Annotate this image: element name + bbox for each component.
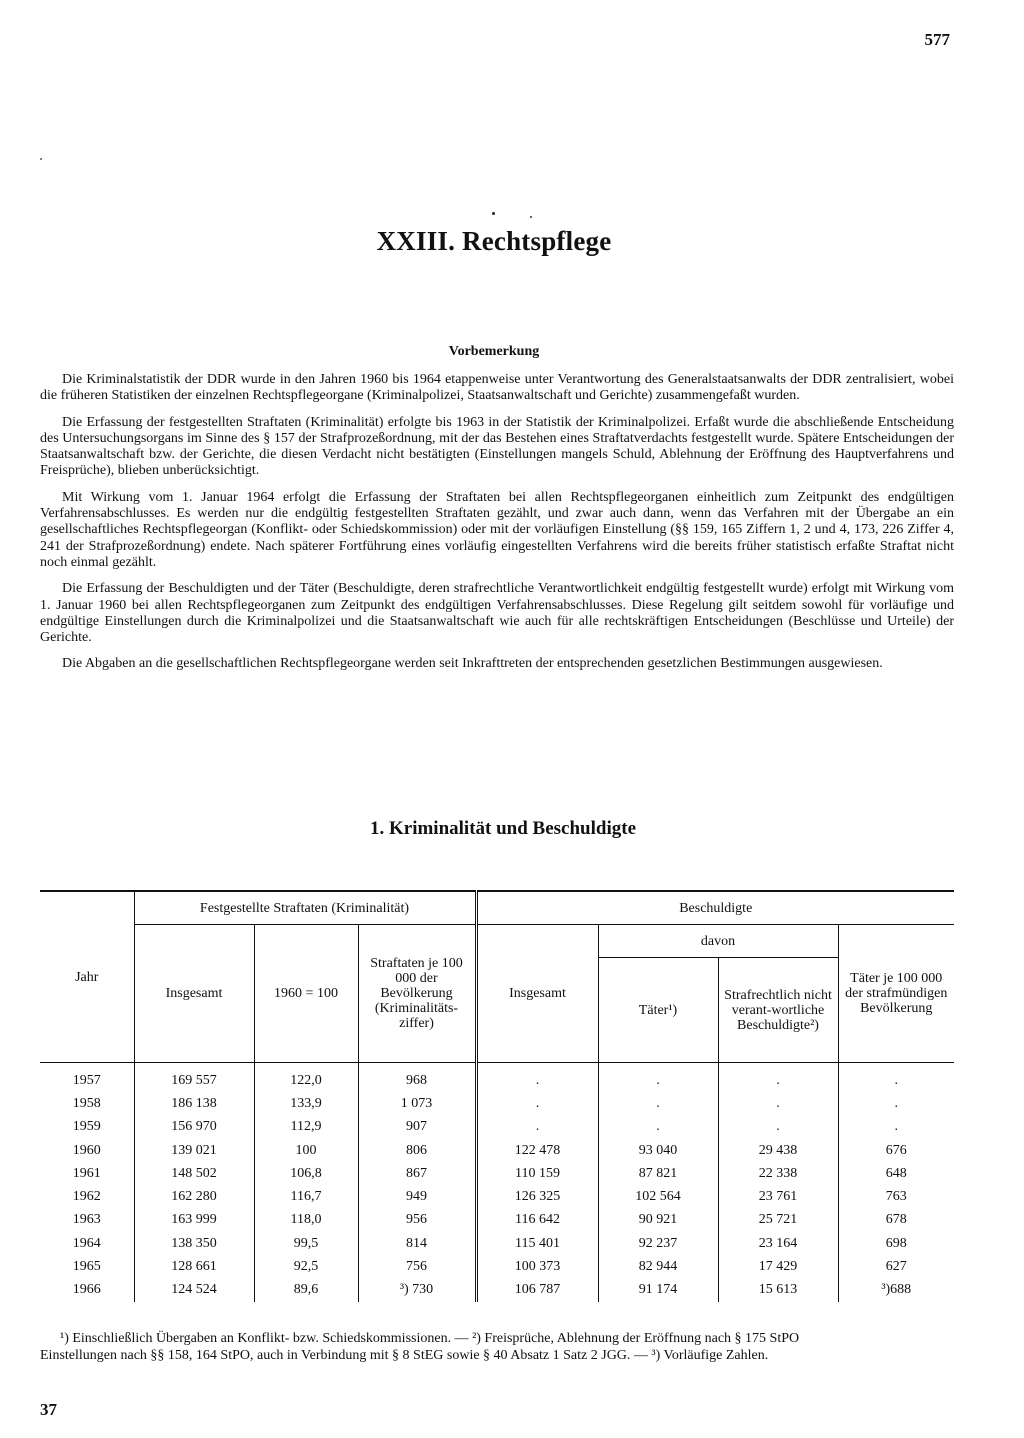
- cell: 106 787: [476, 1279, 598, 1302]
- table-row: [40, 1279, 954, 1302]
- cell: 92,5: [254, 1255, 358, 1278]
- cell: 128 661: [134, 1255, 254, 1278]
- cell-year: 1958: [72, 1095, 101, 1111]
- cell: 89,6: [254, 1279, 358, 1302]
- cell-year: 1957: [72, 1072, 101, 1088]
- paragraph: Die Erfassung der Beschuldigten und der Täter (Beschuldigte, deren strafrechtliche Verantwortlichkeit endgültig festgestellt wurde) erfolgt mit Wirkung vom 1. Januar 1960 bei allen Rechtspflegeorganen zum Zeitpunkt des endgültigen Verfahrensabschlusses. Diese Regelung gilt seitdem sowohl für vorläufige und endgültige Einstellungen durch die Kriminalpolizei und die Staatsanwaltschaft wie auch für alle rechtskräftigen Entscheidungen (Beschlüsse und Urteile) der Gerichte.: [40, 581, 954, 646]
- cell: 126 325: [476, 1185, 598, 1208]
- cell: 115 401: [476, 1232, 598, 1255]
- cell: 949: [358, 1185, 476, 1208]
- header-accused-group: Beschuldigte: [476, 891, 954, 925]
- cell: 122,0: [254, 1063, 358, 1093]
- cell: 82 944: [598, 1255, 718, 1278]
- cell: 867: [358, 1162, 476, 1185]
- cell: .: [598, 1063, 718, 1093]
- cell: .: [718, 1116, 838, 1139]
- signature-number: 37: [40, 1400, 57, 1419]
- cell: 139 021: [134, 1139, 254, 1162]
- cell: 124 524: [134, 1279, 254, 1302]
- cell: 133,9: [254, 1092, 358, 1115]
- crime-statistics-table: [40, 890, 954, 1302]
- cell: .: [476, 1092, 598, 1115]
- cell: 814: [358, 1232, 476, 1255]
- speck: [40, 158, 42, 160]
- cell: 22 338: [718, 1162, 838, 1185]
- cell: 698: [838, 1232, 954, 1255]
- cell-year: 1960: [72, 1142, 101, 1158]
- cell: 148 502: [134, 1162, 254, 1185]
- table-row: [40, 1139, 954, 1162]
- cell-year: 1962: [72, 1189, 101, 1205]
- cell: 1 073: [358, 1092, 476, 1115]
- paragraph: Die Kriminalstatistik der DDR wurde in den Jahren 1960 bis 1964 etappenweise unter Verantwortung des Generalstaatsanwalts der DDR zentralisiert, wobei die früheren Statistiken der einzelnen Rechtspflegeorgane (Kriminalpolizei, Staatsanwaltschaft und Gerichte) zusammengefaßt wurden.: [40, 372, 954, 404]
- cell: 112,9: [254, 1116, 358, 1139]
- cell: .: [838, 1063, 954, 1093]
- cell: 676: [838, 1139, 954, 1162]
- cell-year: 1963: [72, 1212, 101, 1228]
- header-year: Jahr: [40, 891, 134, 1063]
- preliminary-note-heading: Vorbemerkung: [448, 344, 540, 359]
- cell: .: [718, 1092, 838, 1115]
- cell: .: [838, 1092, 954, 1115]
- cell: 29 438: [718, 1139, 838, 1162]
- cell: 122 478: [476, 1139, 598, 1162]
- cell: 763: [838, 1185, 954, 1208]
- cell-year: 1965: [72, 1259, 101, 1275]
- cell: 15 613: [718, 1279, 838, 1302]
- cell: 968: [358, 1063, 476, 1093]
- table-row: [40, 1063, 954, 1093]
- header-not-liable: Strafrechtlich nicht verant-wortliche Beschuldigte²): [718, 958, 838, 1063]
- cell: 99,5: [254, 1232, 358, 1255]
- speck: [492, 212, 495, 215]
- cell: 116 642: [476, 1209, 598, 1232]
- table-row: [40, 1162, 954, 1185]
- cell: 756: [358, 1255, 476, 1278]
- footnote: Einstellungen nach §§ 158, 164 StPO, auch in Verbindung mit § 8 StEG sowie § 40 Absatz 1 Satz 2 JGG. — ³) Vorläufige Zahlen.: [40, 1348, 769, 1363]
- cell: 102 564: [598, 1185, 718, 1208]
- table-row: [40, 1116, 954, 1139]
- cell: .: [598, 1092, 718, 1115]
- cell: ³)688: [838, 1279, 954, 1302]
- header-offenses-group: Festgestellte Straftaten (Kriminalität): [134, 891, 476, 925]
- cell: 106,8: [254, 1162, 358, 1185]
- cell: 116,7: [254, 1185, 358, 1208]
- cell: 118,0: [254, 1209, 358, 1232]
- cell: 678: [838, 1209, 954, 1232]
- header-accused-total: Insgesamt: [476, 925, 598, 1063]
- cell: 806: [358, 1139, 476, 1162]
- chapter-title: XXIII. Rechtspflege: [376, 226, 612, 256]
- table-row: [40, 1092, 954, 1115]
- table-row: [40, 1255, 954, 1278]
- cell: 100 373: [476, 1255, 598, 1278]
- cell: 23 164: [718, 1232, 838, 1255]
- cell: 90 921: [598, 1209, 718, 1232]
- cell: 162 280: [134, 1185, 254, 1208]
- footnotes: [40, 1330, 960, 1364]
- cell: 156 970: [134, 1116, 254, 1139]
- cell: 138 350: [134, 1232, 254, 1255]
- paragraph: Die Abgaben an die gesellschaftlichen Rechtspflegeorgane werden seit Inkrafttreten der entsprechenden gesetzlichen Bestimmungen ausgewiesen.: [62, 656, 883, 672]
- header-davon: davon: [598, 925, 838, 958]
- cell: ³) 730: [358, 1279, 476, 1302]
- cell: .: [598, 1116, 718, 1139]
- footnote: ¹) Einschließlich Übergaben an Konflikt- bzw. Schiedskommissionen. — ²) Freisprüche, Ablehnung der Eröffnung nach § 175 StPO: [60, 1331, 800, 1346]
- cell: .: [476, 1063, 598, 1093]
- cell: 907: [358, 1116, 476, 1139]
- cell: 91 174: [598, 1279, 718, 1302]
- section-title: 1. Kriminalität und Beschuldigte: [369, 818, 637, 839]
- header-offense-rate: Straftaten je 100 000 der Bevölkerung (Kriminalitäts-ziffer): [358, 925, 476, 1063]
- cell-year: 1966: [72, 1282, 101, 1298]
- cell: 17 429: [718, 1255, 838, 1278]
- table-row: [40, 1185, 954, 1208]
- paragraph: Mit Wirkung vom 1. Januar 1964 erfolgt die Erfassung der Straftaten bei allen Rechtspflegeorganen einheitlich zum Zeitpunkt des endgültigen Verfahrensabschlusses. Es werden nur die endgültig festgestellten Straftaten gezählt, und zwar auch dann, wenn das Verfahren mit der Übergabe an ein gesellschaftliches Rechtspflegeorgan (Konflikt- oder Schiedskommission) oder mit der vorläufigen Einstellung (§§ 159, 165 Ziffern 1, 2 und 4, 173, 226 Ziffer 4, 241 der Strafprozeßordnung) endete. Nach späterer Fortführung eines vorläufig eingestellten Verfahrens wird die bereits früher statistisch erfaßte Straftat nicht noch einmal gezählt.: [40, 489, 954, 570]
- speck: [530, 216, 532, 218]
- cell-year: 1959: [72, 1119, 101, 1135]
- cell: 186 138: [134, 1092, 254, 1115]
- header-perpetrators: Täter¹): [598, 958, 718, 1063]
- cell: 110 159: [476, 1162, 598, 1185]
- cell: 169 557: [134, 1063, 254, 1093]
- cell: .: [838, 1116, 954, 1139]
- cell-year: 1964: [72, 1235, 101, 1251]
- cell: 25 721: [718, 1209, 838, 1232]
- cell-year: 1961: [72, 1165, 101, 1181]
- cell: 92 237: [598, 1232, 718, 1255]
- cell: .: [718, 1063, 838, 1093]
- cell: 648: [838, 1162, 954, 1185]
- paragraph: Die Erfassung der festgestellten Straftaten (Kriminalität) erfolgte bis 1963 in der Statistik der Kriminalpolizei. Erfaßt wurde die abschließende Entscheidung des Untersuchungsorgans im Sinne des § 157 der Strafprozeßordnung, mit der das Bestehen eines Straftatverdachts festgestellt wurde. Spätere Entscheidungen der Staatsanwaltschaft bzw. der Gerichte, die diesen Verdacht nicht bestätigten (Einstellungen mangels Schuld, Ablehnung der Eröffnung des Hauptverfahrens und Freisprüche), blieben unberücksichtigt.: [40, 414, 954, 479]
- cell: 627: [838, 1255, 954, 1278]
- cell: 93 040: [598, 1139, 718, 1162]
- cell: 87 821: [598, 1162, 718, 1185]
- cell: 23 761: [718, 1185, 838, 1208]
- header-offenses-total: Insgesamt: [134, 925, 254, 1063]
- cell: .: [476, 1116, 598, 1139]
- cell: 100: [254, 1139, 358, 1162]
- cell: 163 999: [134, 1209, 254, 1232]
- header-index: 1960 = 100: [254, 925, 358, 1063]
- page-number: 577: [924, 30, 950, 49]
- preliminary-note-text: [40, 372, 954, 683]
- cell: 956: [358, 1209, 476, 1232]
- table-row: [40, 1232, 954, 1255]
- header-perpetrator-rate: Täter je 100 000 der strafmündigen Bevölkerung: [838, 925, 954, 1063]
- table-row: [40, 1209, 954, 1232]
